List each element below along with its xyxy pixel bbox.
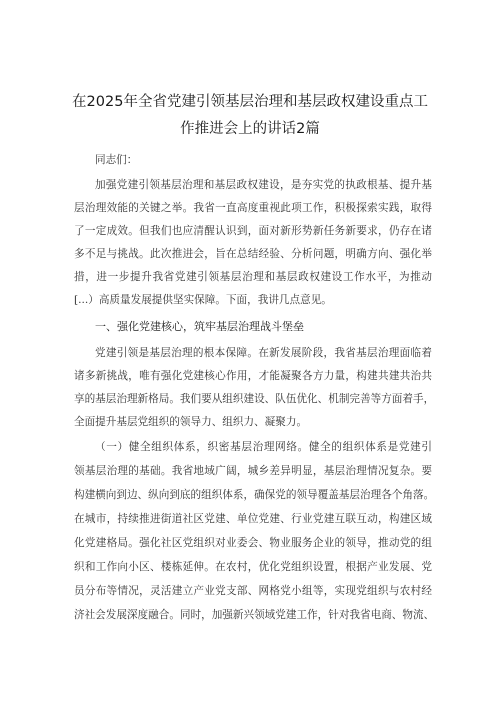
paragraph-3-line-5: 化党建格局。强化社区党组织对业委会、物业服务企业的领导，推动党的组 (74, 537, 432, 549)
document-title-line-1: 在2025年全省党建引领基层治理和基层政权建设重点工 (72, 94, 428, 110)
greeting: 同志们： (95, 154, 138, 166)
paragraph-3-line-3: 构建横向到边、纵向到底的组织体系，确保党的领导覆盖基层治理各个角落。 (74, 489, 435, 501)
paragraph-1-line-3: 了一定成效。但我们也应清醒认识到，面对新形势新任务新要求，仍存在诸 (74, 225, 432, 237)
paragraph-1-line-4: 多不足与挑战。此次推进会，旨在总结经验、分析问题，明确方向、强化举 (74, 248, 432, 260)
paragraph-2-line-2: 诸多新挑战，唯有强化党建核心作用，才能凝聚各方力量，构建共建共治共 (74, 370, 432, 382)
paragraph-3-line-7: 员分布等情况，灵活建立产业党支部、网格党小组等，实现党组织与农村经 (74, 585, 432, 597)
paragraph-1-line-2: 层治理效能的关键之举。我省一直高度重视此项工作，积极探索实践，取得 (74, 202, 432, 214)
paragraph-3-line-6: 织和工作向小区、楼栋延伸。在农村，优化党组织设置，根据产业发展、党 (74, 561, 432, 573)
paragraph-2-line-1: 党建引领是基层治理的根本保障。在新发展阶段，我省基层治理面临着 (95, 347, 432, 359)
paragraph-3-line-8: 济社会发展深度融合。同时，加强新兴领域党建工作，针对我省电商、物流、 (74, 609, 435, 621)
paragraph-2-line-4: 全面提升基层党组织的领导力、组织力、凝聚力。 (74, 416, 308, 428)
paragraph-3-line-4: 在城市，持续推进街道社区党建、单位党建、行业党建互联互动，构建区域 (74, 513, 432, 525)
paragraph-3-line-1: （一）健全组织体系，织密基层治理网络。健全的组织体系是党建引 (95, 441, 432, 453)
section-heading-1: 一、强化党建核心，筑牢基层治理战斗堡垒 (95, 320, 304, 333)
document-title-line-2: 作推进会上的讲话2篇 (180, 121, 320, 137)
paragraph-1-line-5: 措，进一步提升我省党建引领基层治理和基层政权建设工作水平，为推动 (74, 271, 432, 283)
paragraph-1-line-6: [...）高质量发展提供坚实保障。下面，我讲几点意见。 (74, 294, 332, 306)
paragraph-1-line-1: 加强党建引领基层治理和基层政权建设，是夯实党的执政根基、提升基 (95, 179, 432, 191)
paragraph-3-line-2: 领基层治理的基础。我省地域广阔，城乡差异明显，基层治理情况复杂。要 (74, 465, 432, 477)
paragraph-2-line-3: 享的基层治理新格局。我们要从组织建设、队伍优化、机制完善等方面着手， (74, 393, 435, 405)
